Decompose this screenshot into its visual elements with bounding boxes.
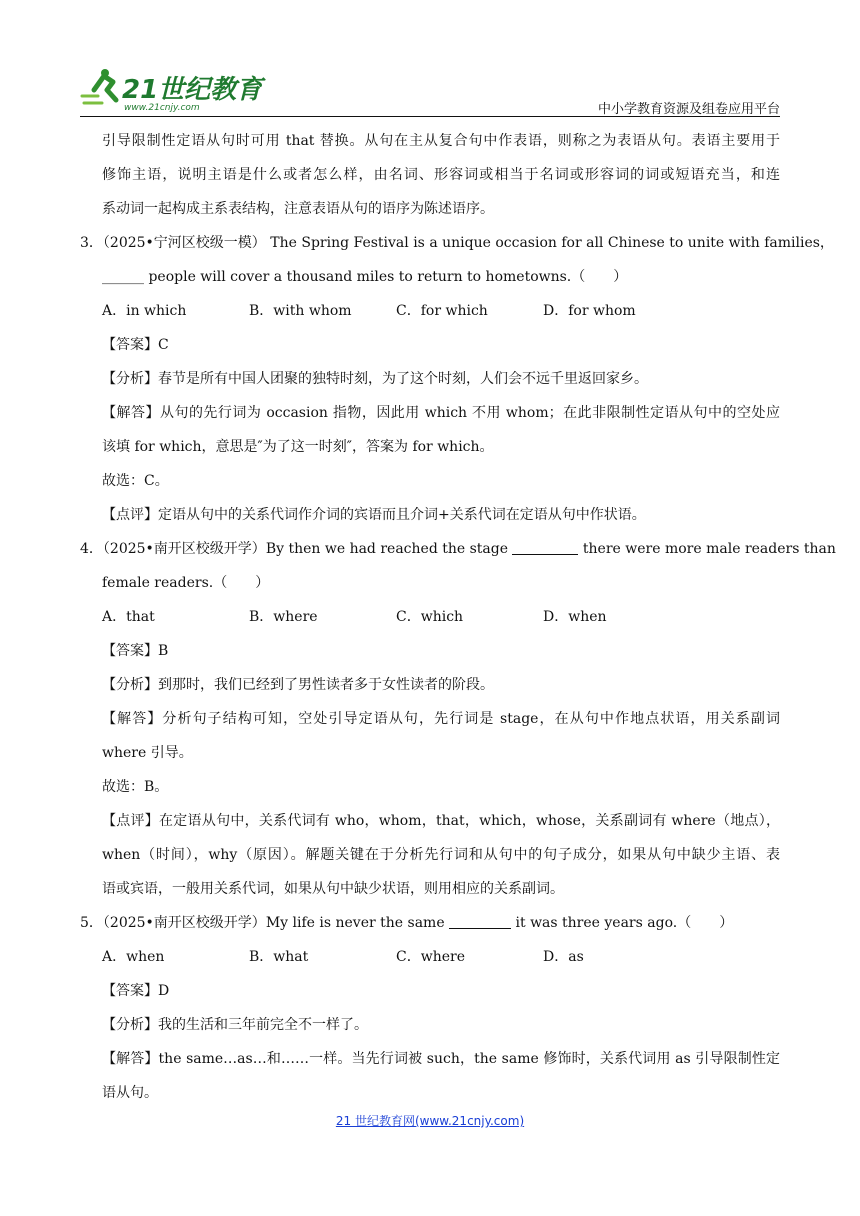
option-c: C．where	[396, 949, 465, 965]
analysis: 【分析】我的生活和三年前完全不一样了。	[102, 1017, 368, 1033]
comment: 【点评】定语从句中的关系代词作介词的宾语而且介词+关系代词在定语从句中作状语。	[102, 507, 646, 523]
question-5-stem: 5．（2025•南开区校级开学）My life is never the same it was three years ago.（ ）	[80, 915, 734, 931]
question-5-options	[102, 940, 780, 974]
option-c: C．for which	[396, 303, 488, 319]
option-b: B．what	[249, 949, 309, 965]
option-a: A．in which	[102, 303, 187, 319]
answer: 【答案】C	[102, 337, 169, 353]
option-a: A．that	[102, 609, 155, 625]
choice: 故选：B。	[102, 779, 169, 795]
option-a: A．when	[102, 949, 165, 965]
logo	[80, 66, 263, 114]
answer-blank	[449, 914, 511, 929]
answer: 【答案】B	[102, 643, 169, 659]
intro-line: 修饰主语，说明主语是什么或者怎么样，由名词、形容词或相当于名词或形容词的词或短语充当，和连	[102, 167, 780, 183]
solution: 【解答】分析句子结构可知，空处引导定语从句，先行词是 stage，在从句中作地点状语，用关系副词	[102, 711, 780, 727]
question-4-stem-cont: female readers.（ ）	[102, 575, 270, 591]
solution-cont: 语从句。	[102, 1085, 158, 1101]
answer-blank	[512, 540, 578, 555]
question-3-stem-cont: ______ people will cover a thousand miles to return to hometowns.（ ）	[102, 269, 628, 285]
svg-text:www.21cnjy.com: www.21cnjy.com	[124, 103, 200, 113]
option-d: D．as	[543, 949, 584, 965]
question-3-options	[102, 294, 780, 328]
analysis: 【分析】春节是所有中国人团聚的独特时刻，为了这个时刻，人们会不远千里返回家乡。	[102, 371, 648, 387]
comment-cont: when（时间），why（原因）。解题关键在于分析先行词和从句中的句子成分，如果从句中缺少主语、表	[102, 847, 780, 863]
document-body	[80, 124, 836, 1110]
intro-line: 引导限制性定语从句时可用 that 替换。从句在主从复合句中作表语，则称之为表语从句。表语主要用于	[102, 133, 780, 149]
solution-cont: where 引导。	[102, 745, 193, 761]
option-c: C．which	[396, 609, 464, 625]
option-b: B．where	[249, 609, 318, 625]
solution-cont: 该填 for which，意思是″为了这一时刻″，答案为 for which。	[102, 439, 494, 455]
option-d: D．when	[543, 609, 607, 625]
comment: 【点评】在定语从句中，关系代词有 who，whom，that，which，whose，关系副词有 where（地点），	[102, 813, 780, 829]
answer: 【答案】D	[102, 983, 170, 999]
solution: 【解答】从句的先行词为 occasion 指物，因此用 which 不用 whom；在此非限制性定语从句中的空处应	[102, 405, 780, 421]
option-b: B．with whom	[249, 303, 352, 319]
comment-cont: 语或宾语，一般用关系代词，如果从句中缺少状语，则用相应的关系副词。	[102, 881, 564, 897]
footer-link[interactable]: 21 世纪教育网(www.21cnjy.com)	[335, 1114, 525, 1128]
svg-text:21世纪教育: 21世纪教育	[122, 75, 263, 105]
question-4-stem: 4．（2025•南开区校级开学）By then we had reached the stage there were more male readers than	[80, 541, 836, 557]
option-d: D．for whom	[543, 303, 636, 319]
header-rule	[80, 116, 780, 117]
choice: 故选：C。	[102, 473, 169, 489]
platform-title: 中小学教育资源及组卷应用平台	[597, 102, 780, 117]
analysis: 【分析】到那时，我们已经到了男性读者多于女性读者的阶段。	[102, 677, 494, 693]
question-3-stem: 3．（2025•宁河区校级一模） The Spring Festival is a unique occasion for all Chinese to unite with families，	[80, 235, 834, 251]
intro-line: 系动词一起构成主系表结构，注意表语从句的语序为陈述语序。	[102, 201, 494, 217]
page-footer	[0, 1112, 860, 1129]
solution: 【解答】the same…as…和……一样。当先行词被 such，the same 修饰时，关系代词用 as 引导限制性定	[102, 1051, 780, 1067]
question-4-options	[102, 600, 780, 634]
page-header	[80, 66, 780, 116]
